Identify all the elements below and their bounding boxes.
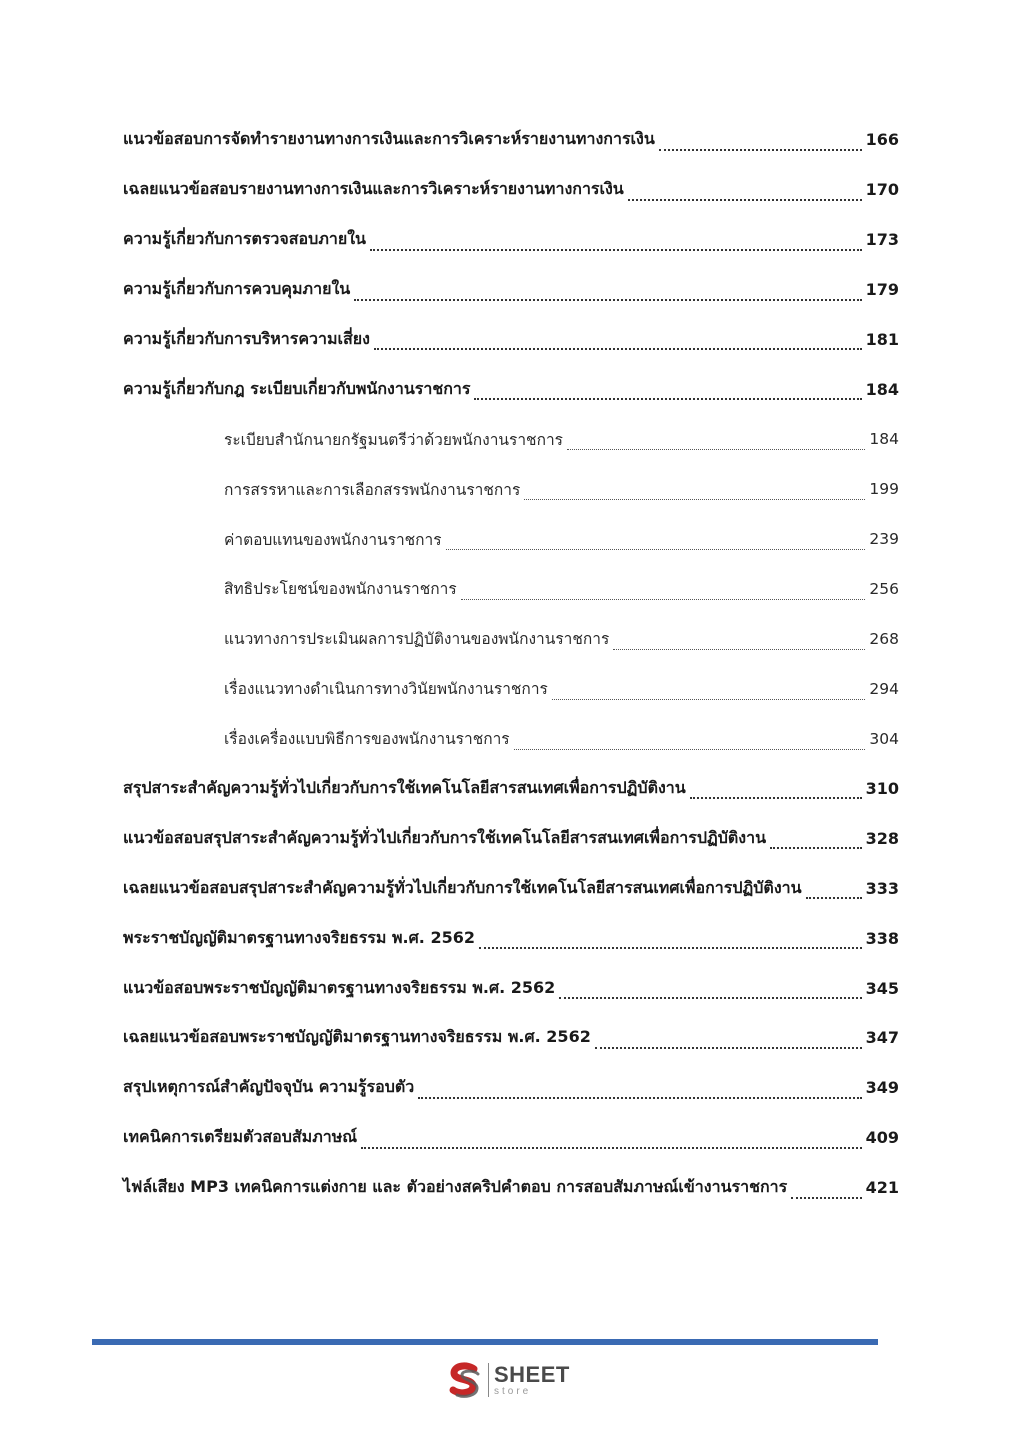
toc-dot-leader <box>659 148 862 151</box>
toc-dot-leader <box>374 347 862 350</box>
toc-entry <box>0 364 1024 414</box>
toc-entry-page: 333 <box>865 878 899 898</box>
toc-entry-title: ความรู้เกี่ยวกับการตรวจสอบภายใน <box>123 229 366 249</box>
toc-entry-title: แนวข้อสอบการจัดทำรายงานทางการเงินและการวิเคราะห์รายงานทางการเงิน <box>123 129 655 149</box>
toc-entry-page: 268 <box>869 629 899 648</box>
toc-dot-leader <box>370 248 862 251</box>
toc-entry-page: 184 <box>865 379 899 399</box>
toc-entry-page: 166 <box>865 130 899 150</box>
toc-entry-title: แนวข้อสอบสรุปสาระสำคัญความรู้ทั่วไปเกี่ยวกับการใช้เทคโนโลยีสารสนเทศเพื่อการปฏิบัติงาน <box>123 827 767 847</box>
toc-entry-title: เฉลยแนวข้อสอบรายงานทางการเงินและการวิเคราะห์รายงานทางการเงิน <box>123 179 624 199</box>
toc-entry <box>0 315 1024 365</box>
toc-entry <box>0 714 1024 764</box>
toc-entry-title: เรื่องแนวทางดำเนินการทางวินัยพนักงานราชการ <box>224 680 548 699</box>
toc-entry-page: 173 <box>865 230 899 250</box>
toc-entry <box>0 913 1024 963</box>
toc-dot-leader <box>474 397 861 400</box>
toc-entry-title: เรื่องเครื่องแบบพิธีการของพนักงานราชการ <box>224 730 510 749</box>
toc-dot-leader <box>770 846 862 849</box>
logo-brand: SHEET <box>494 1361 570 1387</box>
toc-entry-title: ค่าตอบแทนของพนักงานราชการ <box>224 530 442 549</box>
toc-entry <box>0 215 1024 265</box>
toc-entry-page: 347 <box>865 1028 899 1048</box>
toc-entry <box>0 1063 1024 1113</box>
toc-entry-title: ความรู้เกี่ยวกับกฎ ระเบียบเกี่ยวกับพนักงานราชการ <box>123 378 471 398</box>
toc-dot-leader <box>446 548 866 550</box>
toc-dot-leader <box>524 498 865 500</box>
toc-entry-page: 409 <box>865 1128 899 1148</box>
toc-entry <box>0 265 1024 315</box>
toc-entry <box>0 115 1024 165</box>
toc-entry-page: 349 <box>865 1078 899 1098</box>
toc-dot-leader <box>552 698 866 700</box>
toc-entry-title: เทคนิคการเตรียมตัวสอบสัมภาษณ์ <box>123 1127 358 1147</box>
toc-entry <box>0 963 1024 1013</box>
toc-entry-title: สรุปสาระสำคัญความรู้ทั่วไปเกี่ยวกับการใช้เทคโนโลยีสารสนเทศเพื่อการปฏิบัติงาน <box>123 778 686 798</box>
toc-dot-leader <box>354 298 861 301</box>
toc-entry <box>0 664 1024 714</box>
toc-entry <box>0 863 1024 913</box>
toc-entry-page: 184 <box>869 430 899 449</box>
toc-dot-leader <box>418 1096 861 1099</box>
toc-dot-leader <box>690 796 862 799</box>
toc-entry-title: ไฟล์เสียง MP3 เทคนิคการแต่งกาย และ ตัวอย่างสคริปคำตอบ การสอบสัมภาษณ์เข้างานราชการ <box>123 1177 788 1197</box>
toc-entry <box>0 414 1024 464</box>
toc-entry-title: ความรู้เกี่ยวกับการควบคุมภายใน <box>123 279 351 299</box>
toc-dot-leader <box>559 996 861 999</box>
toc-entry <box>0 813 1024 863</box>
toc-entry-page: 179 <box>865 280 899 300</box>
toc-entry-page: 256 <box>869 579 899 598</box>
toc-entry-page: 199 <box>869 480 899 499</box>
toc-entry-page: 170 <box>865 180 899 200</box>
toc-entry-page: 310 <box>865 779 899 799</box>
toc-dot-leader <box>567 448 865 450</box>
toc-entry-title: การสรรหาและการเลือกสรรพนักงานราชการ <box>224 480 521 499</box>
toc-entry <box>0 614 1024 664</box>
toc-entry-page: 294 <box>869 679 899 698</box>
toc-dot-leader <box>806 896 862 899</box>
table-of-contents <box>0 115 1024 1213</box>
toc-entry <box>0 165 1024 215</box>
toc-entry-title: แนวทางการประเมินผลการปฏิบัติงานของพนักงานราชการ <box>224 630 610 649</box>
toc-dot-leader <box>514 748 866 750</box>
toc-entry <box>0 1113 1024 1163</box>
toc-entry <box>0 1163 1024 1213</box>
toc-dot-leader <box>479 946 862 949</box>
toc-entry-page: 181 <box>865 330 899 349</box>
toc-dot-leader <box>361 1146 861 1149</box>
toc-dot-leader <box>791 1196 861 1199</box>
toc-entry-title: ความรู้เกี่ยวกับการบริหารความเสี่ยง <box>123 329 370 348</box>
toc-dot-leader <box>461 598 866 600</box>
footer-divider <box>92 1339 878 1345</box>
logo-divider <box>488 1363 489 1397</box>
toc-entry <box>0 1013 1024 1063</box>
logo-brand-sub: store <box>494 1385 532 1397</box>
toc-entry-title: พระราชบัญญัติมาตรฐานทางจริยธรรม พ.ศ. 2562 <box>123 927 475 947</box>
toc-entry-title: สรุปเหตุการณ์สำคัญปัจจุบัน ความรู้รอบตัว <box>123 1077 415 1097</box>
toc-entry <box>0 564 1024 614</box>
logo-text <box>494 1361 570 1397</box>
toc-dot-leader <box>613 648 865 650</box>
toc-entry <box>0 464 1024 514</box>
toc-entry-page: 338 <box>865 928 899 948</box>
toc-entry-page: 304 <box>869 729 899 748</box>
toc-dot-leader <box>595 1046 862 1049</box>
toc-entry-page: 328 <box>865 828 899 848</box>
sheet-store-s-icon <box>444 1360 484 1400</box>
toc-entry-page: 345 <box>865 978 899 998</box>
footer-logo <box>444 1360 570 1400</box>
toc-entry-page: 421 <box>865 1178 899 1198</box>
toc-entry-title: แนวข้อสอบพระราชบัญญัติมาตรฐานทางจริยธรรม พ.ศ. 2562 <box>123 977 556 997</box>
toc-entry-title: เฉลยแนวข้อสอบสรุปสาระสำคัญความรู้ทั่วไปเกี่ยวกับการใช้เทคโนโลยีสารสนเทศเพื่อการปฏิบัติงาน <box>123 877 802 897</box>
toc-entry-title: ระเบียบสำนักนายกรัฐมนตรีว่าด้วยพนักงานราชการ <box>224 430 563 449</box>
toc-entry-title: สิทธิประโยชน์ของพนักงานราชการ <box>224 580 457 599</box>
toc-entry-title: เฉลยแนวข้อสอบพระราชบัญญัติมาตรฐานทางจริยธรรม พ.ศ. 2562 <box>123 1027 591 1047</box>
toc-dot-leader <box>628 198 862 201</box>
toc-entry <box>0 514 1024 564</box>
toc-entry <box>0 764 1024 814</box>
toc-entry-page: 239 <box>869 530 899 549</box>
